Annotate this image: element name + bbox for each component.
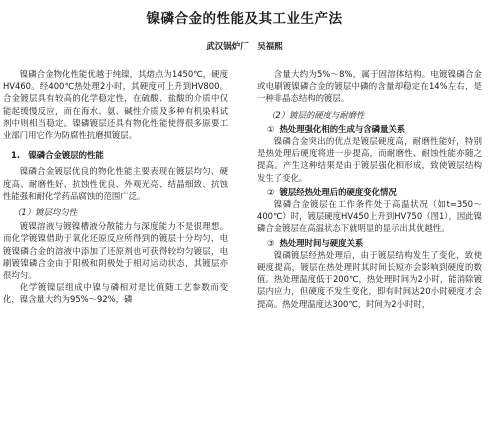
left-column <box>3 68 228 306</box>
numbered-subsection <box>257 237 482 249</box>
right-column <box>257 68 482 310</box>
paragraph: 镍磷镀层经热处理后，由于镀层结构发生了变化，致使硬度提高，镀层在热处理时其时间长短亦会影响到硬度的数值。热处理温度低于200℃，热处理时间为2小时，能消除镀层内应力，但硬度不发生变化，即有时间达20小时硬度才会提高。热处理温度达300℃，时间为2小时时， <box>257 249 482 309</box>
item-number: ① <box>267 123 275 134</box>
item-title: 热处理强化相的生成与含磷量关系 <box>279 123 406 134</box>
paragraph: 镍磷合金物化性能优越于纯镍，其熔点为1450℃，硬度HV460。经400℃热处理2小时，其硬度可上升到HV800。合金镀层具有较高的化学稳定性，在硫酸、盐酸的介质中仅能起缓慢反应，而在海水、氨、碱性介质及多种有机染料试剂中则相当稳定。镍磷镀层还具有物化性能使得很多原要工业部门用它作为防腐性抗磨损镀层。 <box>3 69 228 141</box>
paragraph: 镍磷合金镀层优良的物化性能主要表现在镀层均匀、硬度高、耐磨性好、抗蚀性优良、外观光亮、结晶细致、抗蚀性能强和耐化学药品腐蚀的范围广泛。 <box>3 166 228 201</box>
paragraph: 镀镍溶液与镀镍槽液分散能力与深度能力不是很理想。而化学镀镍借助于氧化还原反应所得到的镀层十分均匀，电镀镍磷合金的溶液中添加了还原剂也可获得较均匀镀层，电刷镀镍磷合金由于阳极和阴极处于相对运动状态，其镀层亦很均匀。 <box>3 221 228 281</box>
article-title: 镍磷合金的性能及其工业生产法 <box>146 11 343 27</box>
paragraph: 镍磷合金镀层在工作条件处于高温状况（如t≈350～400℃）时，镀层硬度HV450上升到HV750（图1），因此镍磷合金镀层在高温状态下就明显的显示出其优越性。 <box>257 199 482 234</box>
paragraph: 含量大约为5%～8%，属于固溶体结构。电镀镍磷合金或电刷镀镍磷合金的镀层中磷的含量却稳定在14%左右，是一种非晶态结构的镀层。 <box>257 69 482 104</box>
paragraph: 镍磷合金突出的优点是镀层硬度高，耐磨性能好，特别是热处理后硬度将进一步提高，而耐磨性、耐蚀性能亦随之提高。产生这种结果是由于镀层强化相形成，致使镀层结构发生了变化。 <box>257 136 482 183</box>
item-title: 镀层经热处理后的硬度变化情况 <box>279 186 397 197</box>
article-authors: 武汉锅炉厂 吴福熙 <box>206 42 283 52</box>
subsection-heading: （2）镀层的硬度与耐磨性 <box>267 109 365 120</box>
numbered-subsection <box>257 186 482 198</box>
item-number: ② <box>267 186 275 197</box>
subsection-heading: （1）镀层均匀性 <box>13 207 77 218</box>
item-title: 热处理时间与硬度关系 <box>279 237 364 248</box>
numbered-subsection <box>257 123 482 135</box>
item-number: ③ <box>267 237 275 248</box>
paragraph: 化学镀镍层组成中镍与磷相对是比值随工艺参数而变化，镍含量大约为95%～92%，磷 <box>3 282 228 305</box>
section-heading: 1. 镍磷合金镀层的性能 <box>11 150 104 161</box>
